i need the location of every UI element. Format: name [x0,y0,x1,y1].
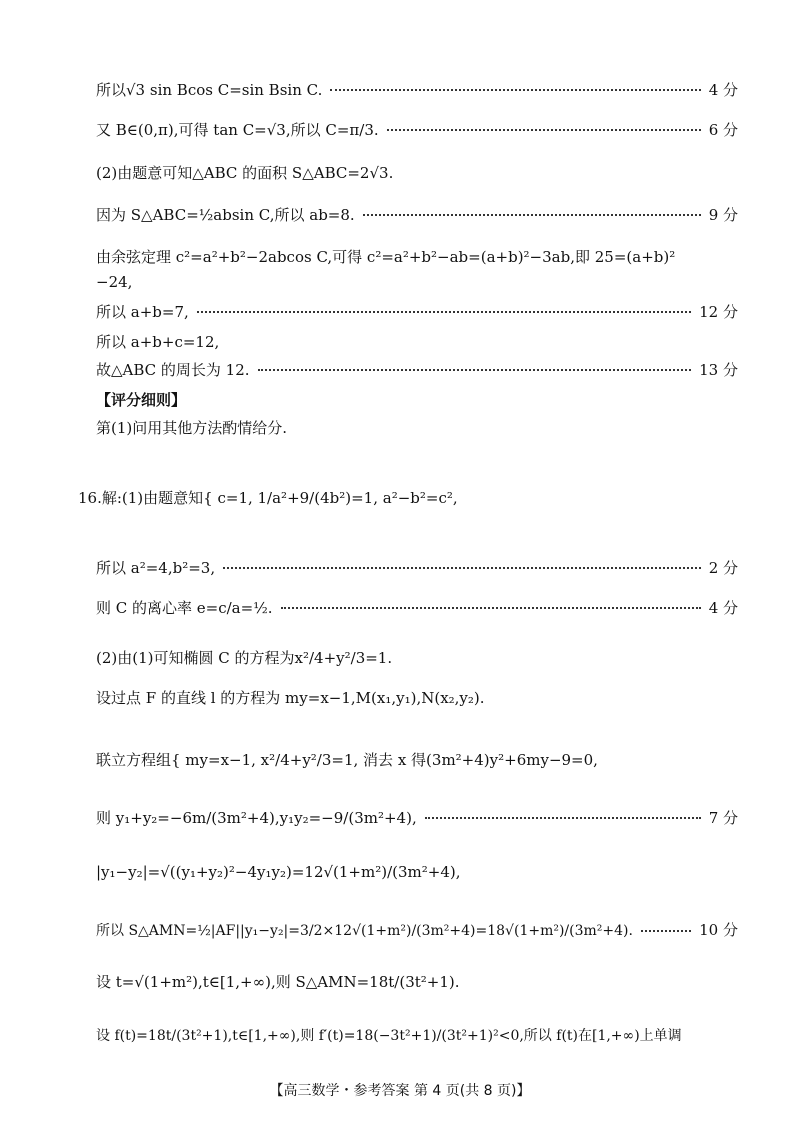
line-text: 所以 a+b=7, [96,303,189,321]
score: 4 分 [708,599,738,617]
leader-dots [387,129,701,131]
score: 2 分 [708,559,738,577]
line-text: (2)由(1)可知椭圆 C 的方程为x²/4+y²/3=1. [96,649,393,667]
leader-dots [363,214,701,216]
line-text: |y₁−y₂|=√((y₁+y₂)²−4y₁y₂)=12√(1+m²)/(3m²+4), [96,863,461,881]
line-text: 所以 a+b+c=12, [96,333,220,351]
line-text: 设过点 F 的直线 l 的方程为 my=x−1,M(x₁,y₁),N(x₂,y₂). [96,689,485,707]
line-16 [96,688,738,708]
line-18 [96,808,738,828]
leader-dots [223,567,701,569]
line-7 [96,302,738,322]
leader-dots [330,89,700,91]
line-text: 所以 a²=4,b²=3, [96,559,216,577]
leader-dots [197,311,691,313]
line-text: 第(1)问用其他方法酌情给分. [96,419,288,437]
line-text: (2)由题意可知△ABC 的面积 S△ABC=2√3. [96,164,394,182]
score: 4 分 [708,81,738,99]
score: 9 分 [708,206,738,224]
leader-dots [641,930,691,932]
line-text: 设 f(t)=18t/(3t²+1),t∈[1,+∞),则 f′(t)=18(−3t²+1)/(3t²+1)²<0,所以 f(t)在[1,+∞)上单调 [96,1028,682,1044]
line-6 [96,272,738,292]
score: 7 分 [708,809,738,827]
line-14 [96,598,738,618]
score: 6 分 [708,121,738,139]
line-text: 联立方程组{ my=x−1, x²/4+y²/3=1, 消去 x 得(3m²+4)y²+6my−9=0, [96,751,598,769]
leader-dots [425,817,701,819]
line-5 [96,247,738,267]
line-9 [96,360,738,380]
section-heading: 【评分细则】 [96,391,187,409]
page-footer: 【高三数学・参考答案 第 4 页(共 8 页)】 [269,1083,531,1099]
line-13 [96,558,738,578]
line-21 [96,972,738,992]
line-17 [96,750,738,770]
line-text: 又 B∈(0,π),可得 tan C=√3,所以 C=π/3. [96,121,379,139]
line-text: 设 t=√(1+m²),t∈[1,+∞),则 S△AMN=18t/(3t²+1). [96,973,460,991]
line-text: 则 y₁+y₂=−6m/(3m²+4),y₁y₂=−9/(3m²+4), [96,809,417,827]
line-3 [96,163,738,183]
line-19 [96,862,738,882]
line-text: 所以√3 sin Bcos C=sin Bsin C. [96,81,323,99]
score: 13 分 [699,361,738,379]
line-text: 故△ABC 的周长为 12. [96,361,250,379]
line-10 [96,390,738,410]
line-text: 因为 S△ABC=½absin C,所以 ab=8. [96,206,355,224]
leader-dots [281,607,701,609]
score: 12 分 [699,303,738,321]
line-2 [96,120,738,140]
line-15 [96,648,738,668]
line-1 [96,80,738,100]
line-11 [96,418,738,438]
leader-dots [258,369,692,371]
line-4 [96,205,738,225]
score: 10 分 [699,921,738,939]
line-22 [96,1026,738,1046]
line-8 [96,332,738,352]
line-text: 由余弦定理 c²=a²+b²−2abcos C,可得 c²=a²+b²−ab=(a+b)²−3ab,即 25=(a+b)² [96,248,676,266]
line-text: 所以 S△AMN=½|AF||y₁−y₂|=3/2×12√(1+m²)/(3m²+4)=18√(1+m²)/(3m²+4). [96,923,633,939]
line-12 [78,488,738,508]
line-text: 则 C 的离心率 e=c/a=½. [96,599,273,617]
line-text: −24, [96,273,133,291]
line-text: 16.解:(1)由题意知{ c=1, 1/a²+9/(4b²)=1, a²−b²=c², [78,489,458,507]
line-20 [96,920,738,941]
